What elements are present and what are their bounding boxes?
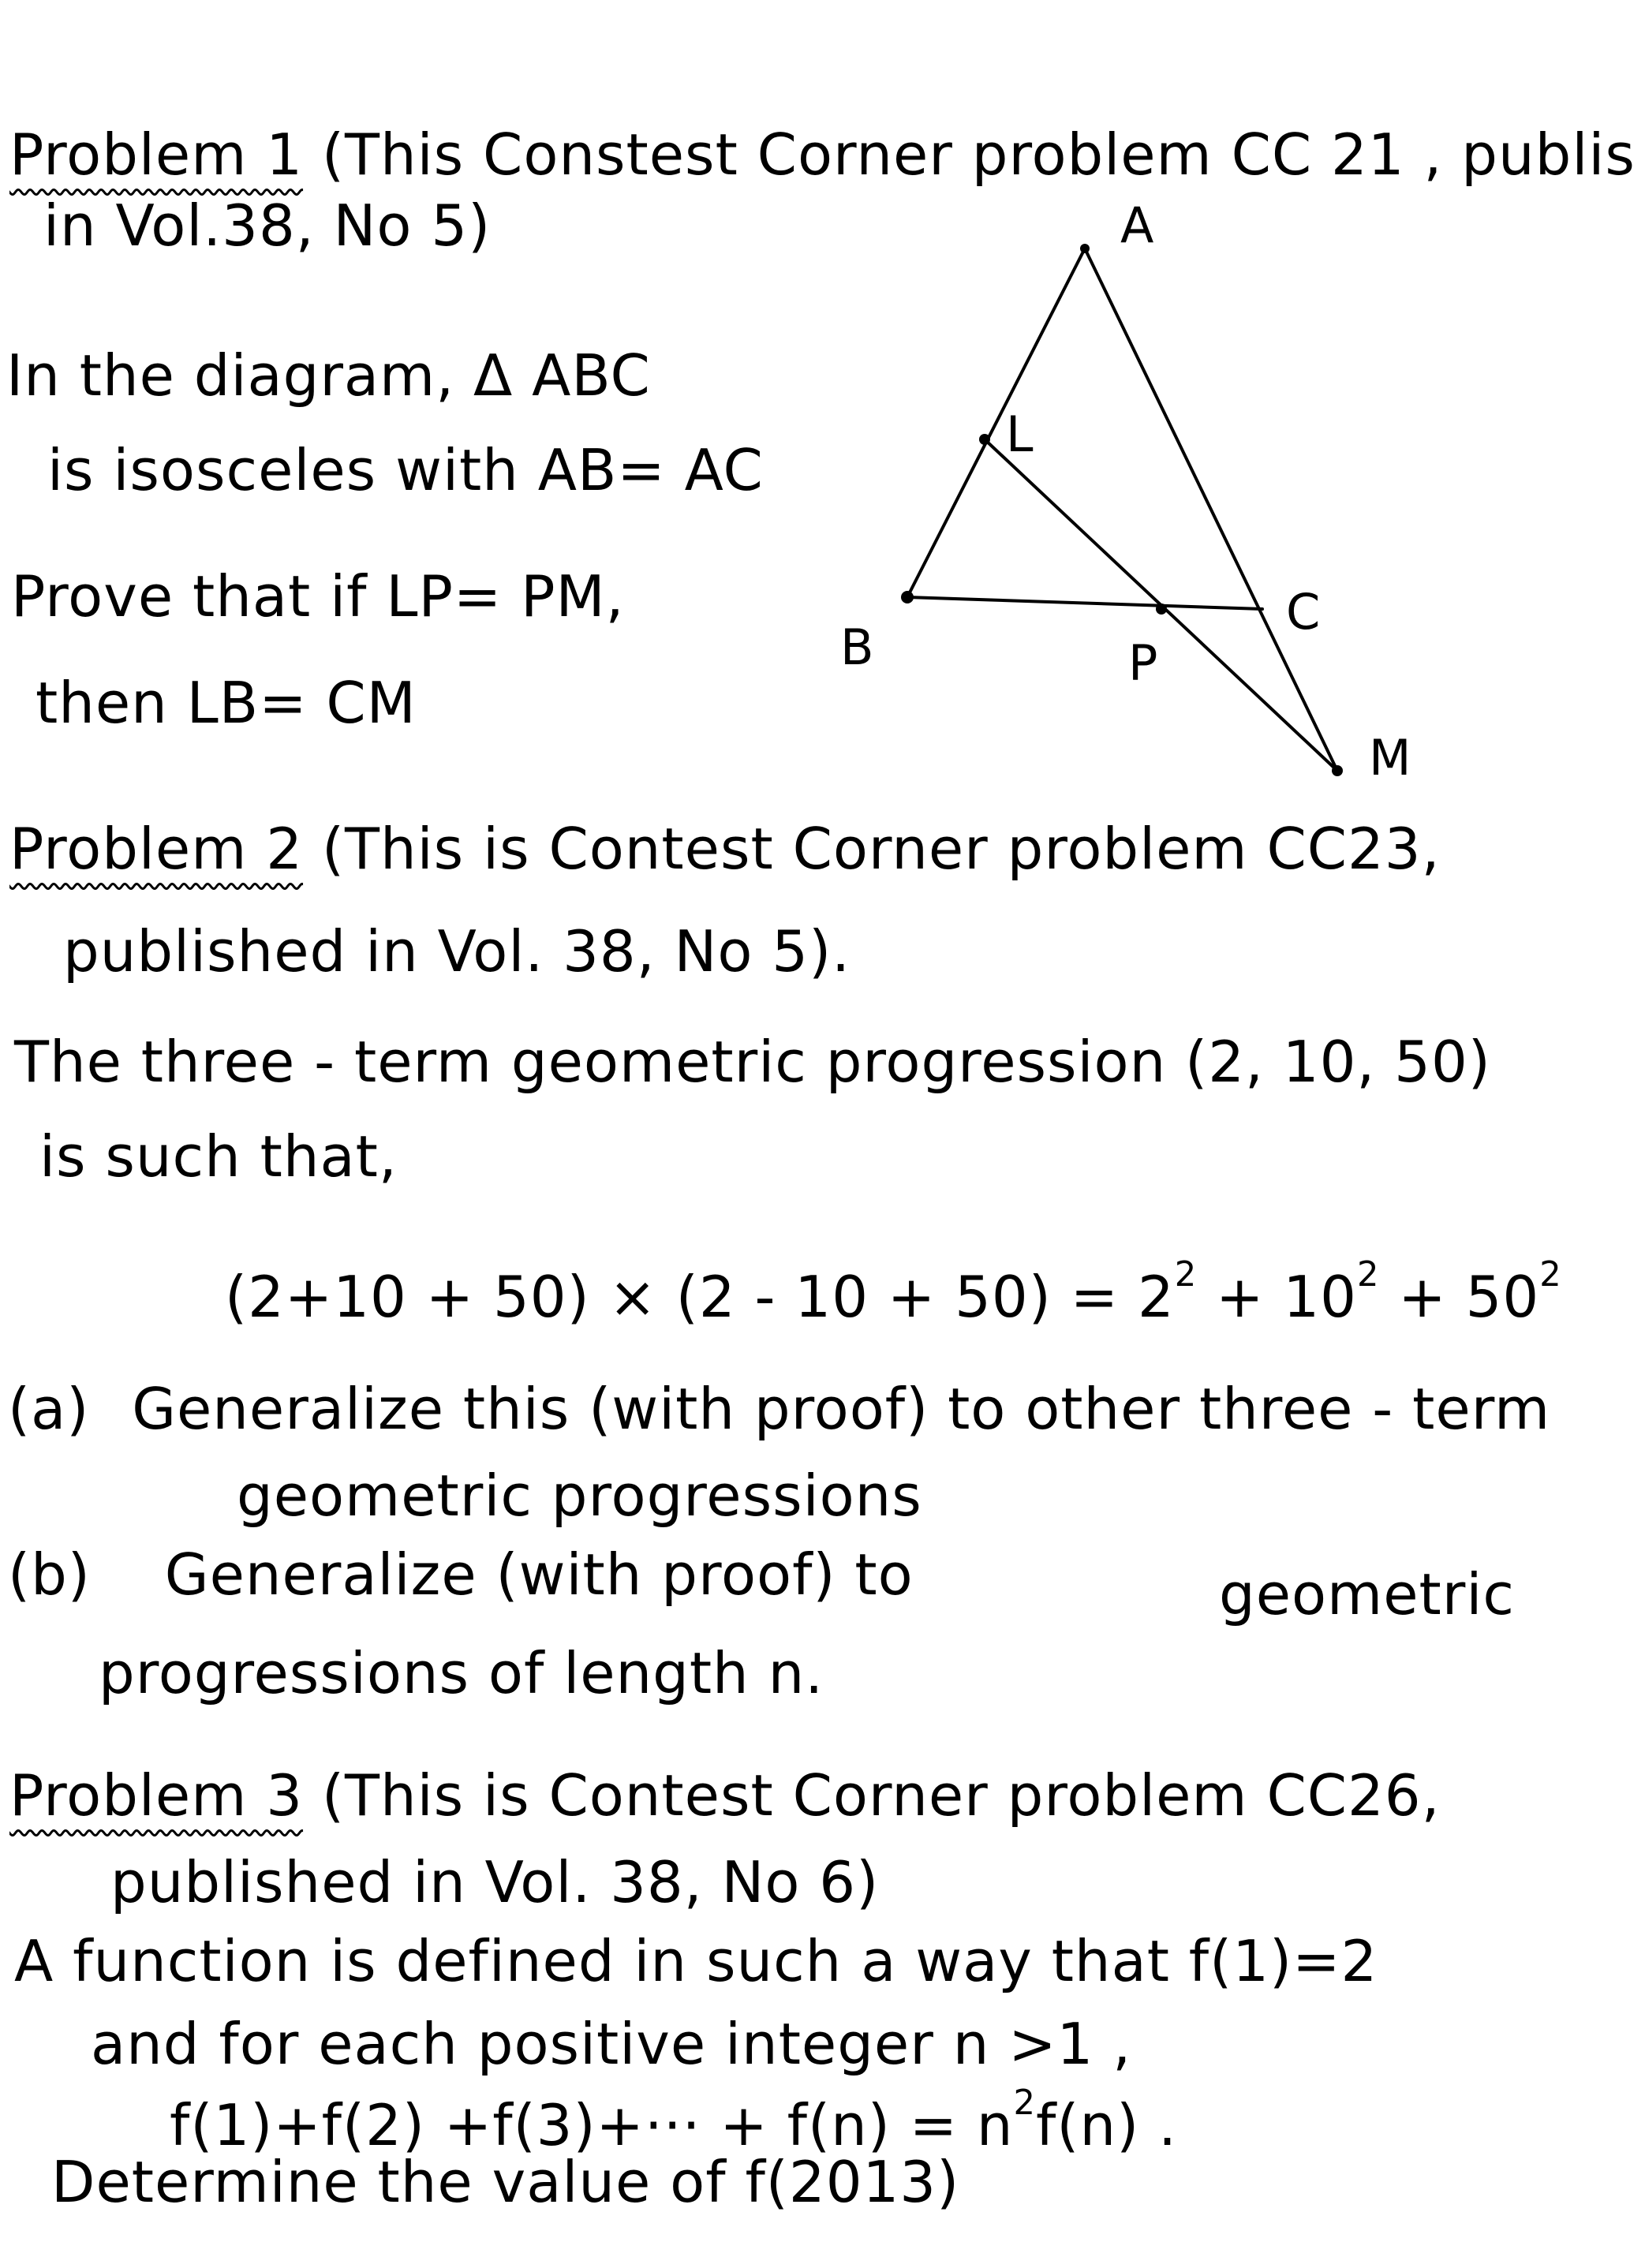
problem-1-body-line: Prove that if LP= PM, <box>11 563 625 630</box>
segment-lm <box>985 439 1337 771</box>
side-ab <box>907 248 1085 597</box>
equation-exponent: 2 <box>1356 1255 1380 1295</box>
part-a-label: (a) <box>8 1376 90 1442</box>
equation-lhs: (2+10 + 50) × (2 - 10 + 50) = <box>225 1263 1138 1330</box>
part-b-label: (b) <box>8 1541 91 1608</box>
problem-3-heading: Problem 3 <box>9 1762 304 1829</box>
problem-2-part-a <box>8 1376 1551 1442</box>
problem-1-body-line: is isosceles with AB= AC <box>47 437 764 503</box>
problem-1-header <box>9 121 1636 188</box>
point-b <box>901 591 914 603</box>
part-b-text: Generalize (with proof) to <box>164 1541 914 1608</box>
problem-3-header <box>9 1762 1441 1829</box>
problem-2-body-line: The three - term geometric progression (2, 10, 50) <box>14 1029 1491 1095</box>
problem-1-body-line: In the diagram, Δ ABC <box>6 342 651 409</box>
problem-3-source-line2: published in Vol. 38, No 6) <box>110 1849 880 1915</box>
equation-exponent: 2 <box>1539 1255 1562 1295</box>
problem-1-source: (This Constest Corner problem CC 21 , publis <box>321 121 1636 188</box>
problem-2-source: (This is Contest Corner problem CC23, <box>321 816 1441 882</box>
problem-1-body-line: then LB= CM <box>36 670 417 736</box>
plus-sign: + <box>1197 1263 1284 1330</box>
problem-3-body-line: A function is defined in such a way that f(1)=2 <box>14 1928 1378 1994</box>
equation-lhs: f(1)+f(2) +f(3)+··· + f(n) = n <box>170 2091 1014 2158</box>
problem-3-equation <box>170 2083 1177 2158</box>
label-c: C <box>1286 583 1321 641</box>
equation-exponent: 2 <box>1013 2083 1037 2123</box>
equation-term: 10 <box>1283 1263 1357 1330</box>
problem-3-body-line: and for each positive integer n >1 , <box>91 2011 1132 2077</box>
part-b-text-line2: progressions of length n. <box>99 1640 824 1706</box>
part-a-text: Generalize this (with proof) to other three - term <box>132 1376 1551 1442</box>
plus-sign: + <box>1379 1263 1466 1330</box>
problem-1-heading: Problem 1 <box>9 121 304 188</box>
point-a <box>1080 244 1090 253</box>
problem-1-source-line2: in Vol.38, No 5) <box>43 192 492 259</box>
problem-2-part-b <box>8 1541 914 1608</box>
side-bc <box>907 597 1262 609</box>
label-b: B <box>840 618 874 676</box>
problem-2-body-line: is such that, <box>39 1123 398 1190</box>
label-p: P <box>1128 634 1158 692</box>
side-ac-extended-to-m <box>1085 248 1337 771</box>
problem-2-heading: Problem 2 <box>9 816 304 882</box>
point-m <box>1332 765 1343 776</box>
equation-term: 50 <box>1465 1263 1540 1330</box>
point-l <box>979 434 990 445</box>
label-a: A <box>1120 196 1154 254</box>
problem-3-body-line: Determine the value of f(2013) <box>51 2149 960 2215</box>
problem-2-source-line2: published in Vol. 38, No 5). <box>63 918 851 985</box>
label-l: L <box>1006 405 1034 463</box>
equation-term: 2 <box>1137 1263 1175 1330</box>
problem-3-source: (This is Contest Corner problem CC26, <box>321 1762 1441 1829</box>
equation-exponent: 2 <box>1174 1255 1198 1295</box>
part-a-text-line2: geometric progressions <box>237 1463 922 1529</box>
label-m: M <box>1369 729 1411 787</box>
point-p <box>1156 603 1167 615</box>
part-b-text-right: geometric <box>1219 1561 1515 1627</box>
problem-2-header <box>9 816 1441 882</box>
problem-2-equation <box>225 1255 1562 1330</box>
equation-rhs: f(n) . <box>1036 2091 1177 2158</box>
